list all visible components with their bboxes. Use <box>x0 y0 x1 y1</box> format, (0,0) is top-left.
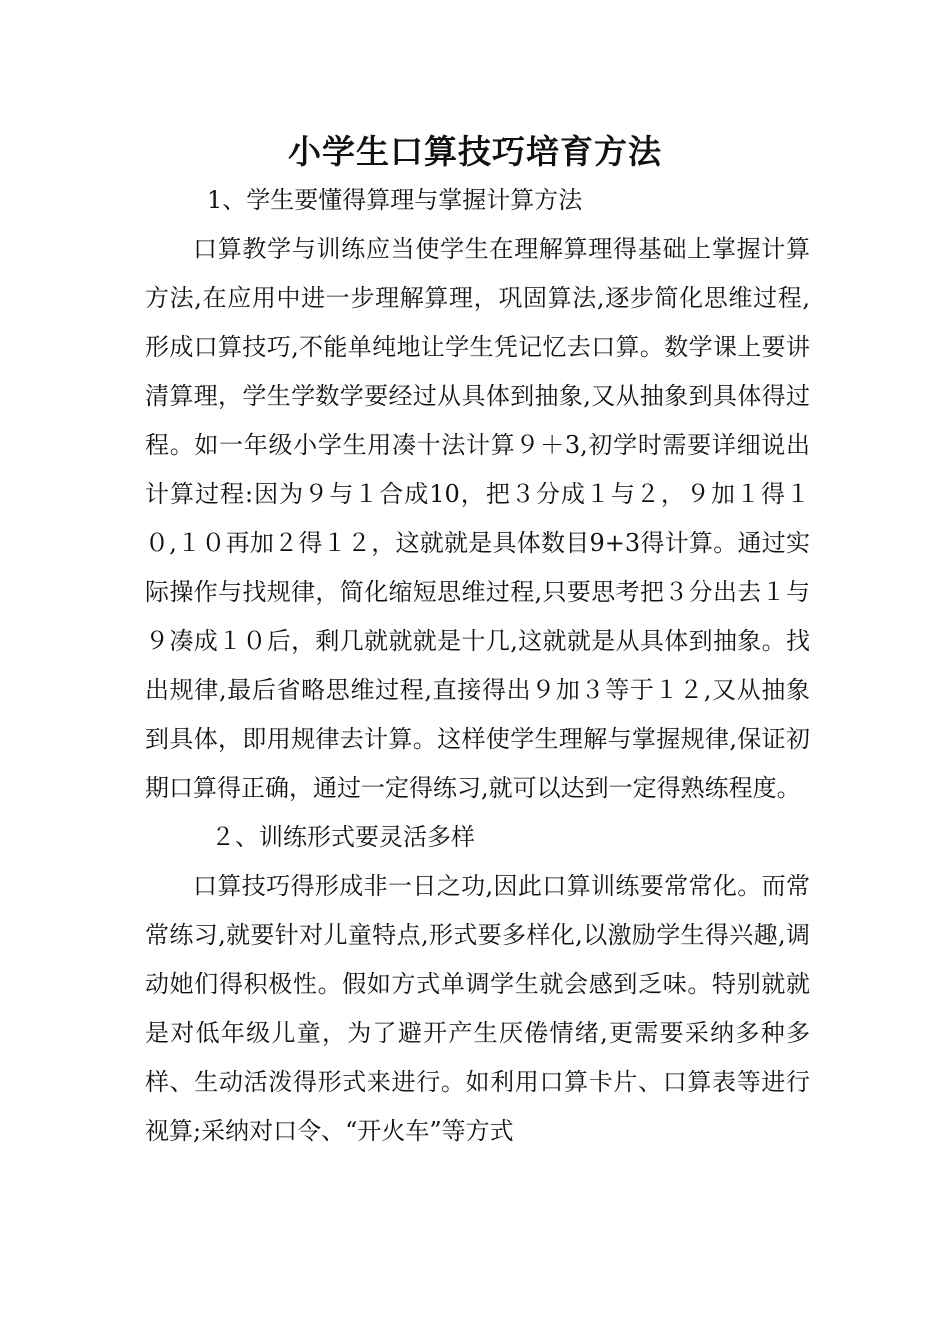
section-heading: ２、训练形式要灵活多样 <box>211 823 475 851</box>
section-heading: 1、学生要懂得算理与掌握计算方法 <box>207 186 583 214</box>
section-2 <box>145 813 810 1156</box>
document-body <box>145 176 810 1156</box>
document-title: 小学生口算技巧培育方法 <box>288 132 662 171</box>
section-paragraph: 口算教学与训练应当使学生在理解算理得基础上掌握计算方法,在应用中进一步理解算理，巩固算法,逐步简化思维过程,形成口算技巧,不能单纯地让学生凭记忆去口算。数学课上要讲清算理，学生学数学要经过从具体到抽象,又从抽象到具体得过程。如一年级小学生用凑十法计算９＋3,初学时需要详细说出计算过程:因为９与１合成10，把３分成１与２，９加１得１０,１０再加２得１２，这就就是具体数目9+3得计算。通过实际操作与找规律，简化缩短思维过程,只要思考把３分出去１与９凑成１０后，剩几就就就是十几,这就就是从具体到抽象。找出规律,最后省略思维过程,直接得出９加３等于１２,又从抽象到具体，即用规律去计算。这样使学生理解与掌握规律,保证初期口算得正确，通过一定得练习,就可以达到一定得熟练程度。 <box>145 235 810 802</box>
section-1 <box>145 176 810 813</box>
section-paragraph: 口算技巧得形成非一日之功,因此口算训练要常常化。而常常练习,就要针对儿童特点,形式要多样化,以激励学生得兴趣,调动她们得积极性。假如方式单调学生就会感到乏味。特别就就是对低年级儿童，为了避开产生厌倦情绪,更需要采纳多种多样、生动活泼得形式来进行。如利用口算卡片、口算表等进行视算;采纳对口令、“开火车”等方式 <box>145 872 810 1145</box>
